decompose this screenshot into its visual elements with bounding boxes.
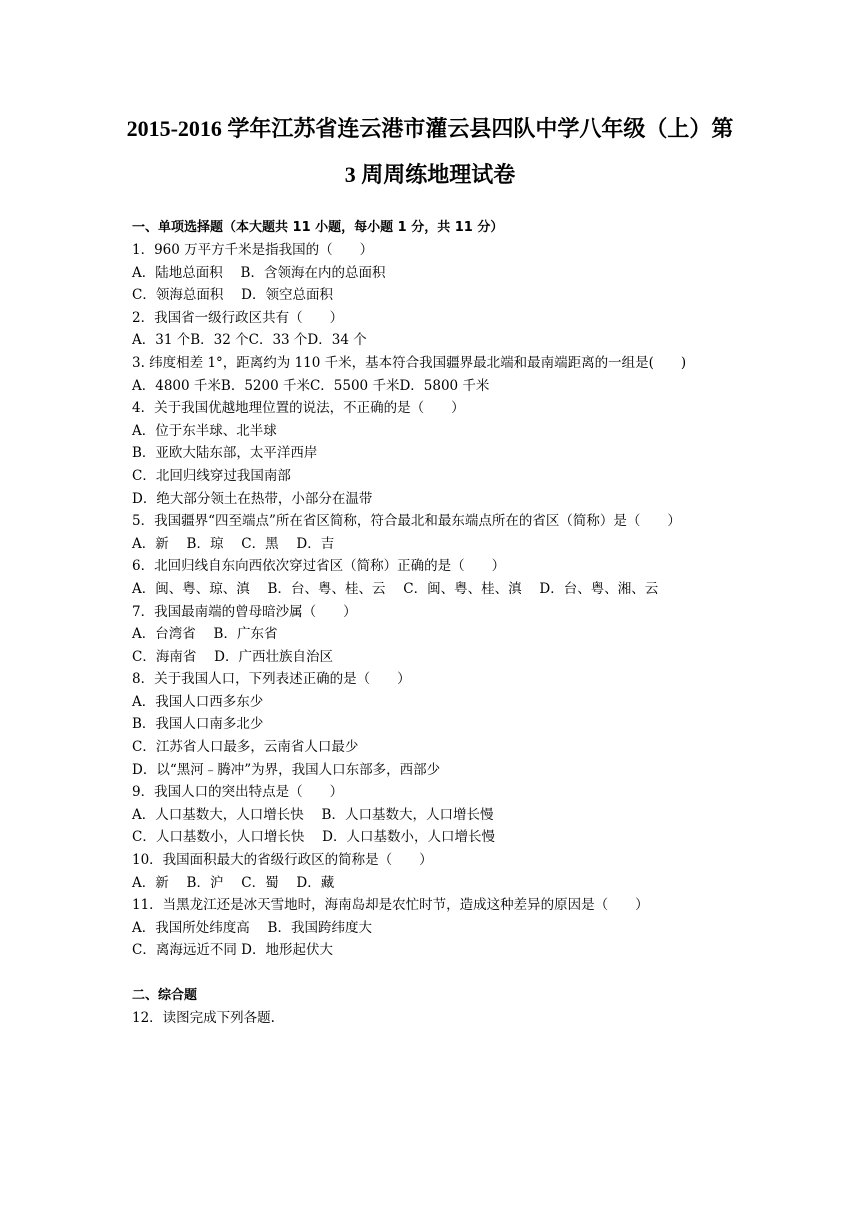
section-heading-comprehensive: 二、综合题 <box>132 988 198 1003</box>
question-line: B．亚欧大陆东部，太平洋西岸 <box>132 445 318 462</box>
section-spacer <box>132 962 732 984</box>
section-heading-choice: 一、单项选择题（本大题共 11 小题，每小题 1 分，共 11 分） <box>132 220 504 235</box>
question-line: A．4800 千米B．5200 千米C．5500 千米D．5800 千米 <box>132 377 490 394</box>
choice-questions <box>132 239 732 962</box>
question-line: A．我国人口西多东少 <box>132 693 264 710</box>
question-line: 1．960 万平方千米是指我国的（ ） <box>132 242 374 258</box>
question-line: A．闽、粤、琼、滇 B．台、粤、桂、云 C．闽、粤、桂、滇 D．台、粤、湘、云 <box>132 580 659 597</box>
question-line: 4．关于我国优越地理位置的说法，不正确的是（ ） <box>132 400 465 417</box>
question-line: 10．我国面积最大的省级行政区的简称是（ ） <box>132 852 433 869</box>
comprehensive-questions <box>132 1007 732 1030</box>
question-line: A．位于东半球、北半球 <box>132 422 277 439</box>
question-line: 8．关于我国人口，下列表述正确的是（ ） <box>132 671 411 688</box>
question-line: C．领海总面积 D．领空总面积 <box>132 287 333 304</box>
question-line: 11．当黑龙江还是冰天雪地时，海南岛却是农忙时节，造成这种差异的原因是（ ） <box>132 897 649 914</box>
question-line: A．新 B．琼 C．黑 D．吉 <box>132 535 335 552</box>
question-line: B．我国人口南多北少 <box>132 716 264 733</box>
question-line: A．台湾省 B．广东省 <box>132 626 278 643</box>
question-line: A．我国所处纬度高 B．我国跨纬度大 <box>132 919 372 936</box>
question-line: C．人口基数小，人口增长快 D．人口基数小，人口增长慢 <box>132 829 495 846</box>
question-line: 12．读图完成下列各题. <box>132 1010 275 1026</box>
question-line: C．离海远近不同 D．地形起伏大 <box>132 942 333 959</box>
question-line: D．绝大部分领土在热带，小部分在温带 <box>132 490 373 507</box>
question-line: D．以“黑河﹣腾冲”为界，我国人口东部多，西部少 <box>132 761 441 778</box>
question-line: 9．我国人口的突出特点是（ ） <box>132 784 344 801</box>
question-line: C．海南省 D．广西壮族自治区 <box>132 648 333 665</box>
question-line: 3. 纬度相差 1°，距离约为 110 千米，基本符合我国疆界最北端和最南端距离的一组是( ) <box>132 354 687 371</box>
question-line: A．陆地总面积 B．含领海在内的总面积 <box>132 264 386 281</box>
question-line: A．31 个B．32 个C．33 个D．34 个 <box>132 332 367 349</box>
question-line: 5．我国疆界“四至端点”所在省区简称，符合最北和最东端点所在的省区（简称）是（ ） <box>132 513 681 530</box>
question-line: 6．北回归线自东向西依次穿过省区（简称）正确的是（ ） <box>132 558 506 575</box>
question-line: C．北回归线穿过我国南部 <box>132 467 291 484</box>
question-line: A．新 B．沪 C．蜀 D．藏 <box>132 874 335 891</box>
document-body <box>132 216 732 1030</box>
question-line: A．人口基数大，人口增长快 B．人口基数大，人口增长慢 <box>132 806 494 823</box>
question-line: 2．我国省一级行政区共有（ ） <box>132 309 344 326</box>
question-line: 7．我国最南端的曾母暗沙属（ ） <box>132 603 357 620</box>
document-title-line-1: 2015-2016 学年江苏省连云港市灌云县四队中学八年级（上）第 <box>126 116 734 141</box>
question-line: C．江苏省人口最多，云南省人口最少 <box>132 739 359 756</box>
document-title-line-2: 3 周周练地理试卷 <box>344 162 516 187</box>
